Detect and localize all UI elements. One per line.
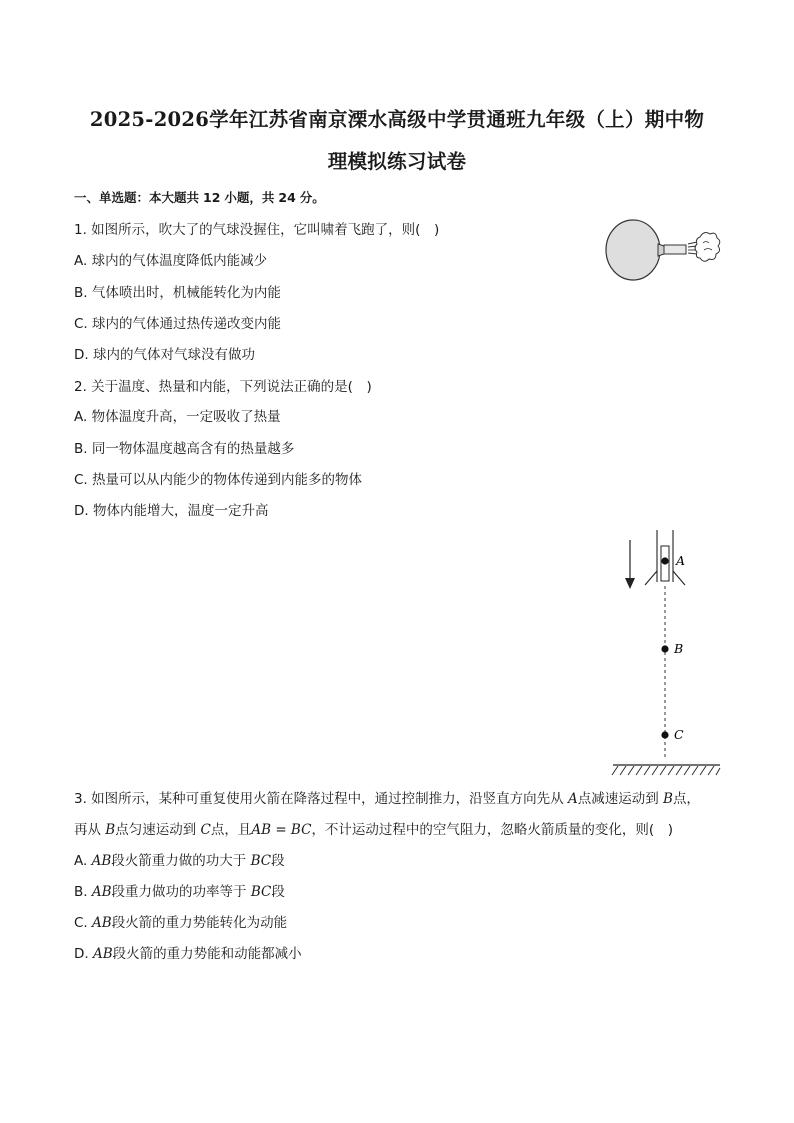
point-c [661, 731, 668, 738]
label-a: A [676, 553, 686, 568]
q1-option-c: C. 球内的气体通过热传递改变内能 [74, 316, 282, 332]
air-puff [695, 233, 720, 262]
label-b: B [674, 641, 684, 656]
q1-option-d: D. 球内的气体对气球没有做功 [74, 347, 255, 363]
q3-stem-line-1: 3. 如图所示，某种可重复使用火箭在降落过程中，通过控制推力，沿竖直方向先从 A点减速运动到 B点， [74, 791, 700, 807]
q2-option-d: D. 物体内能增大，温度一定升高 [74, 503, 269, 519]
balloon-neck [658, 244, 664, 256]
balloon-body [606, 220, 660, 280]
q3-stem-line-2: 再从 B点匀速运动到 C点，且AB = BC，不计运动过程中的空气阻力，忽略火箭质量的变化，则( ) [74, 822, 673, 838]
label-c: C [674, 727, 684, 742]
q1-stem: 1. 如图所示，吹大了的气球没握住，它叫啸着飞跑了，则( ) [74, 222, 440, 238]
section-header: 一、单选题：本大题共 12 小题，共 24 分。 [74, 190, 325, 205]
q1-option-a: A. 球内的气体温度降低内能减少 [74, 253, 268, 269]
q1-option-b: B. 气体喷出时，机械能转化为内能 [74, 285, 281, 301]
exam-title-line-1: 2025-2026学年江苏省南京溧水高级中学贯通班九年级（上）期中物 [89, 108, 705, 131]
exam-title-line-2: 理模拟练习试卷 [327, 150, 467, 173]
point-b [661, 645, 668, 652]
balloon-figure [600, 214, 724, 286]
arrow-head [625, 578, 635, 589]
q3-option-a: A. AB段火箭重力做的功大于 BC段 [74, 853, 285, 869]
q2-stem: 2. 关于温度、热量和内能，下列说法正确的是( ) [74, 379, 372, 395]
ground-hatch [612, 766, 720, 775]
q3-option-c: C. AB段火箭的重力势能转化为动能 [74, 915, 288, 931]
q2-option-a: A. 物体温度升高，一定吸收了热量 [74, 409, 281, 425]
q3-option-d: D. AB段火箭的重力势能和动能都减小 [74, 946, 302, 962]
balloon-nozzle [664, 245, 686, 254]
point-a [661, 557, 668, 564]
q2-option-c: C. 热量可以从内能少的物体传递到内能多的物体 [74, 472, 363, 488]
q3-option-b: B. AB段重力做功的功率等于 BC段 [74, 884, 285, 900]
rocket-descent-figure [610, 528, 725, 780]
q2-option-b: B. 同一物体温度越高含有的热量越多 [74, 441, 295, 457]
